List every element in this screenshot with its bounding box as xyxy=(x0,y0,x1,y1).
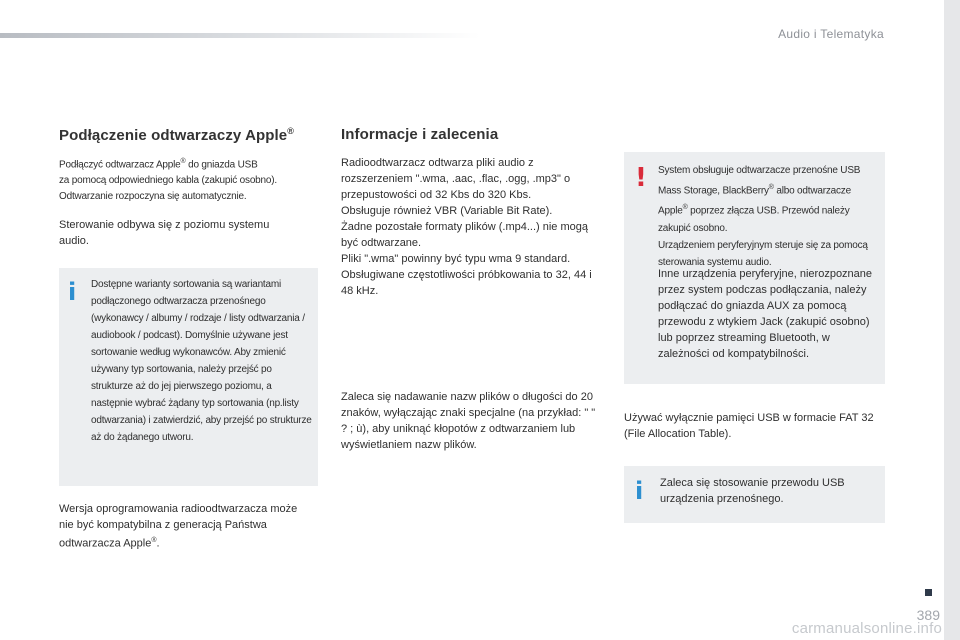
middle-column xyxy=(341,126,603,299)
formats-text: Radioodtwarzacz odtwarza pliki audio z rozszerzeniem ".wma, .aac, .flac, .ogg, .mp3" o przepustowości od 32 Kbs do 320 Kbs. Obsługuje również VBR (Variable Bit Rate). Żadne pozostałe formaty plików (.mp4...) nie mogą być odtwarzane. Pliki ".wma" powinny być typu wma 9 standard. Obsługiwane częstotliwości próbkowania to 32, 44 i 48 kHz. xyxy=(341,157,592,297)
left-column xyxy=(59,126,321,249)
info-icon: i xyxy=(635,477,644,505)
firmware-note: Wersja oprogramowania radioodtwarzacza może nie być kompatybilna z generacją Państwa odtwarzacza Apple®. xyxy=(59,503,298,550)
sorting-info-text: Dostępne warianty sortowania są wariantami podłączonego odtwarzacza przenośnego (wykonawcy / albumy / rodzaje / listy odtwarzania / audiobook / podcast). Domyślnie używane jest sortowanie według wykonawców. Aby zmienić używany typ sortowania, należy przejść po strukturze aż do jej pierwszego poziomu, a następnie wybrać żądany typ sortowania (np.listy odtwarzania) i zatwierdzić, aby przejść po strukturze aż do żądanego utworu. xyxy=(91,279,312,443)
right-info-box xyxy=(624,466,885,523)
usb-format-text: Używać wyłącznie pamięci USB w formacie FAT 32 (File Allocation Table). xyxy=(624,412,874,440)
left-heading: Podłączenie odtwarzaczy Apple® xyxy=(59,126,294,144)
filename-advice: Zaleca się nadawanie nazw plików o długości do 20 znaków, wyłączając znaki specjalne (na przykład: " " ? ; ù), aby uniknąć kłopotów z odtwarzaniem lub wyświetlaniem nazw plików. xyxy=(341,391,596,451)
apple-connect-text: Podłączyć odtwarzacz Apple® do gniazda USB za pomocą odpowiedniego kabla (zakupić osobno). Odtwarzanie rozpoczyna się automatycznie. xyxy=(59,158,277,203)
peripherals-text: Inne urządzenia peryferyjne, nierozpoznane przez system podczas podłączania, należy podłączać do gniazda AUX za pomocą przewodu z wtykiem Jack (zakupić osobno) lub poprzez streaming Bluetooth, w zależności od kompatybilności. xyxy=(658,268,873,360)
header-gradient-bar xyxy=(0,33,480,38)
warning-box xyxy=(624,152,885,384)
page-marker xyxy=(925,589,932,596)
usb-cable-advice: Zaleca się stosowanie przewodu USB urządzenia przenośnego. xyxy=(660,477,845,505)
control-text: Sterowanie odbywa się z poziomu systemu audio. xyxy=(59,219,270,248)
middle-heading: Informacje i zalecenia xyxy=(341,126,499,143)
left-info-box xyxy=(59,268,318,486)
watermark: carmanualsonline.info xyxy=(791,620,942,637)
section-title: Audio i Telematyka xyxy=(778,27,884,41)
page-number: 389 xyxy=(916,607,940,623)
page-edge-strip xyxy=(944,0,960,640)
warning-text: System obsługuje odtwarzacze przenośne USB Mass Storage, BlackBerry® albo odtwarzacze Apple® poprzez złącza USB. Przewód należy zakupić osobno. Urządzeniem peryferyjnym steruje się za pomocą sterowania systemu audio. xyxy=(658,165,868,268)
warning-icon: ! xyxy=(635,163,647,193)
info-icon: i xyxy=(68,278,77,306)
